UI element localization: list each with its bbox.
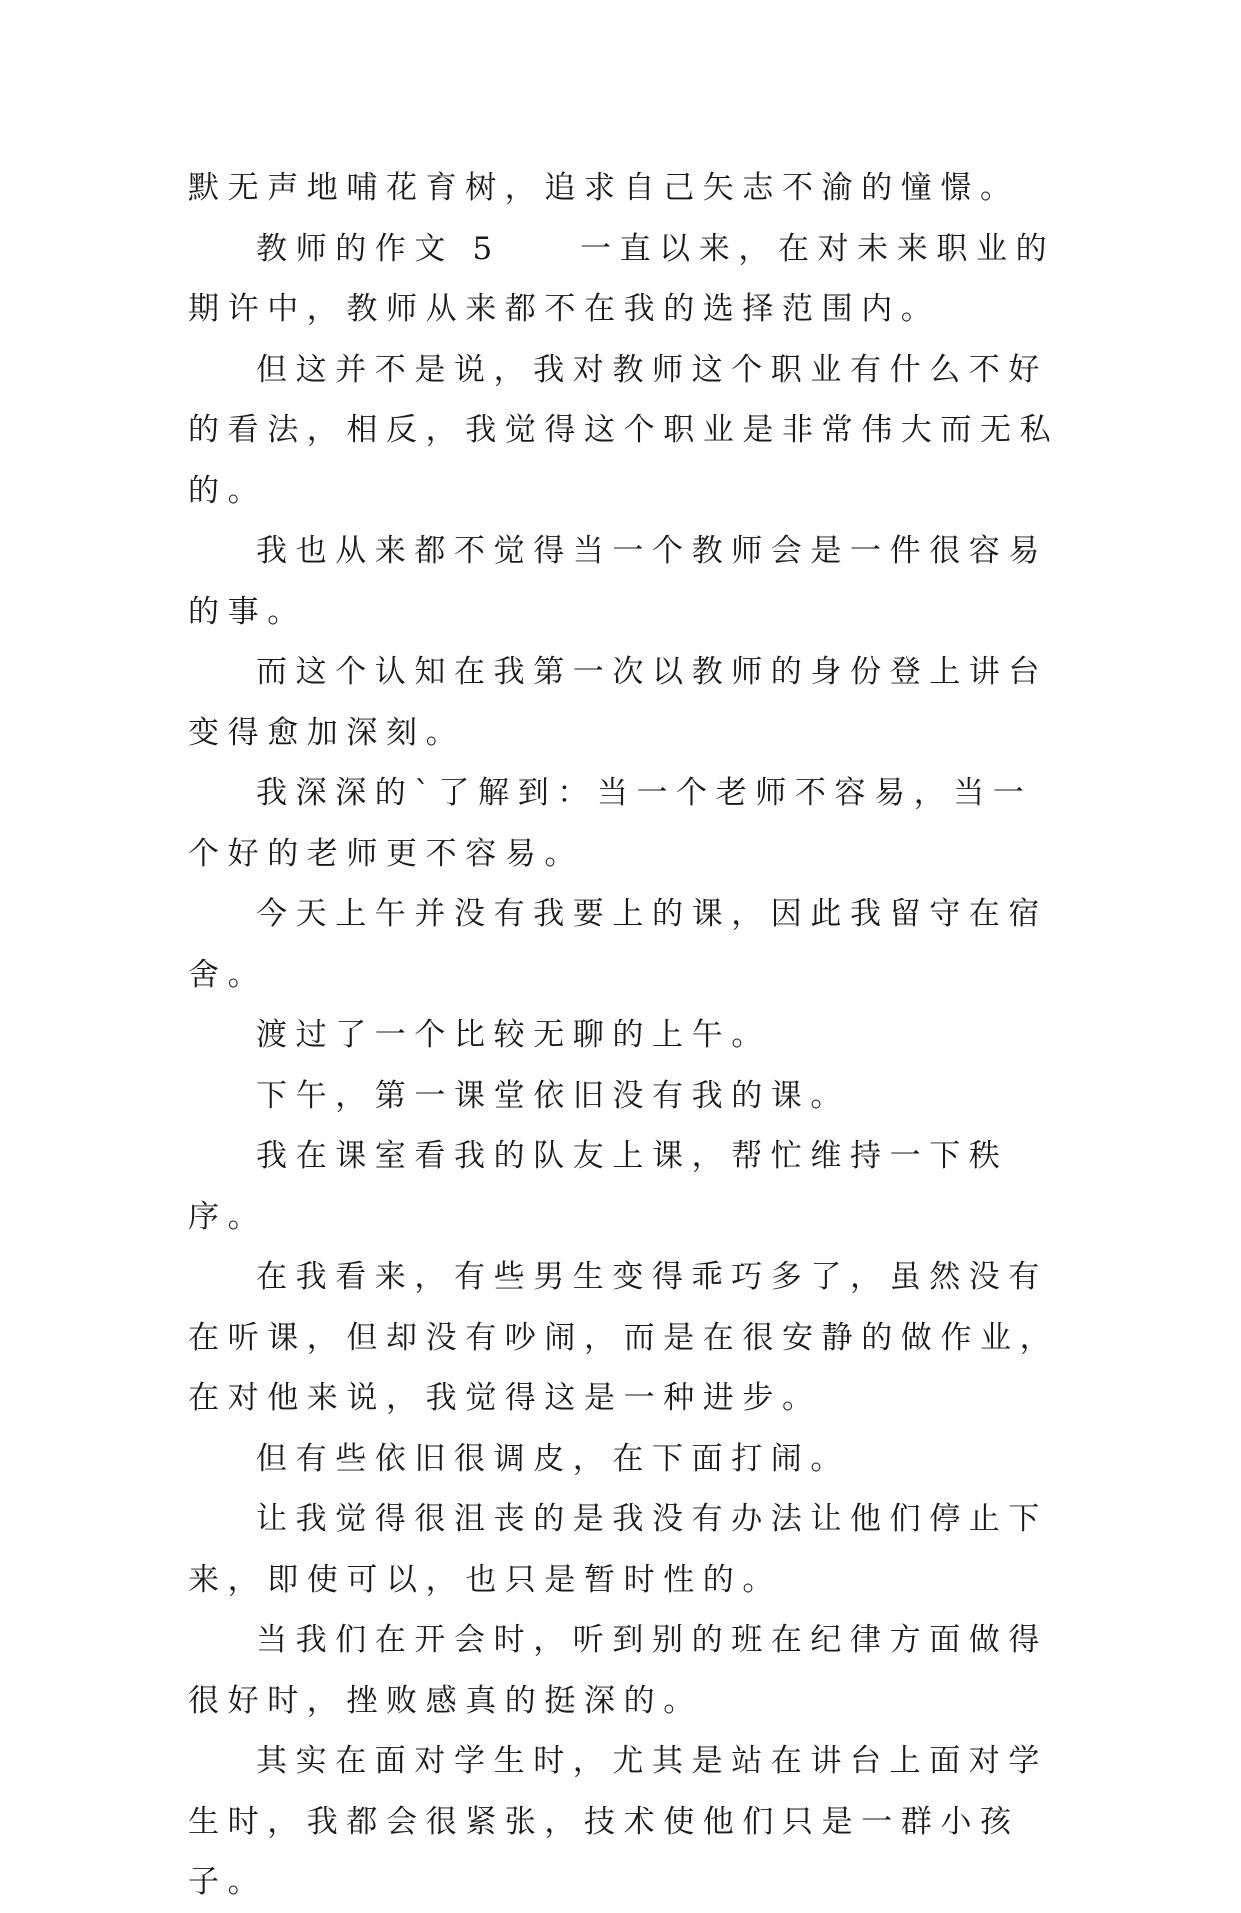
paragraph-10: 我在课室看我的队友上课，帮忙维持一下秩序。	[188, 1138, 1009, 1235]
paragraph-8: 渡过了一个比较无聊的上午。	[256, 1017, 771, 1053]
paragraph-15: 其实在面对学生时，尤其是站在讲台上面对学生时，我都会很紧张，技术使他们只是一群小孩子。	[188, 1743, 1048, 1900]
paragraph-4: 我也从来都不觉得当一个教师会是一件很容易的事。	[188, 533, 1048, 630]
paragraph-5: 而这个认知在我第一次以教师的身份登上讲台变得愈加深刻。	[188, 654, 1048, 751]
paragraph-11: 在我看来，有些男生变得乖巧多了，虽然没有在听课，但却没有吵闹，而是在很安静的做作业，在对他来说，我觉得这是一种进步。	[188, 1259, 1060, 1416]
paragraph-6: 我深深的`了解到：当一个老师不容易，当一个好的老师更不容易。	[188, 775, 1033, 872]
paragraph-12: 但有些依旧很调皮，在下面打闹。	[256, 1440, 850, 1477]
paragraph-14: 当我们在开会时，听到别的班在纪律方面做得很好时，挫败感真的挺深的。	[188, 1622, 1048, 1719]
body-text	[188, 158, 1068, 1913]
paragraph-2: 教师的作文 5 一直以来，在对未来职业的期许中，教师从来都不在我的选择范围内。	[188, 230, 1056, 327]
paragraph-7: 今天上午并没有我要上的课，因此我留守在宿舍。	[188, 896, 1048, 993]
paragraph-9: 下午，第一课堂依旧没有我的课。	[256, 1077, 850, 1114]
paragraph-13: 让我觉得很沮丧的是我没有办法让他们停止下来，即使可以，也只是暂时性的。	[188, 1501, 1048, 1598]
paragraph-1: 默无声地哺花育树，追求自己矢志不渝的憧憬。	[188, 170, 1020, 206]
paragraph-3: 但这并不是说，我对教师这个职业有什么不好的看法，相反，我觉得这个职业是非常伟大而无私的。	[188, 351, 1060, 509]
